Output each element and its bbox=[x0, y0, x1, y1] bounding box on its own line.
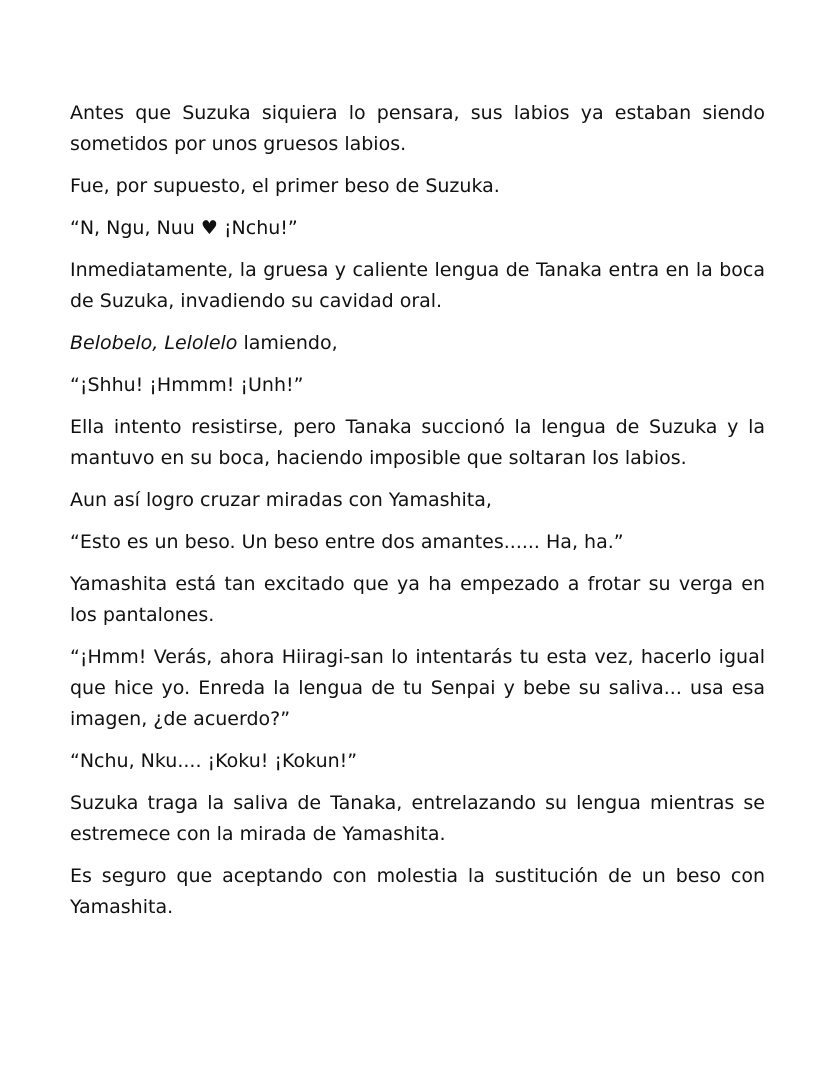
paragraph: Yamashita está tan excitado que ya ha empezado a frotar su verga en los pantalones. bbox=[70, 573, 765, 626]
document-body bbox=[70, 98, 765, 934]
dialogue-line: “N, Ngu, Nuu ♥ ¡Nchu!” bbox=[70, 217, 298, 239]
paragraph bbox=[70, 328, 765, 359]
dialogue-line: “Esto es un beso. Un beso entre dos amantes...... Ha, ha.” bbox=[70, 531, 624, 553]
paragraph: Ella intento resistirse, pero Tanaka succionó la lengua de Suzuka y la mantuvo en su boca, haciendo imposible que soltaran los labios. bbox=[70, 416, 765, 469]
paragraph: Suzuka traga la saliva de Tanaka, entrelazando su lengua mientras se estremece con la mirada de Yamashita. bbox=[70, 792, 765, 845]
onomatopoeia-italic: Belobelo, Lelolelo bbox=[70, 332, 238, 354]
paragraph: Es seguro que aceptando con molestia la sustitución de un beso con Yamashita. bbox=[70, 865, 765, 918]
paragraph: Fue, por supuesto, el primer beso de Suzuka. bbox=[70, 175, 500, 197]
paragraph-text: lamiendo, bbox=[237, 332, 338, 354]
dialogue-line: “¡Hmm! Verás, ahora Hiiragi-san lo intentarás tu esta vez, hacerlo igual que hice yo. Enreda la lengua de tu Senpai y bebe su saliva... usa esa imagen, ¿de acuerdo?” bbox=[70, 646, 765, 730]
paragraph: Aun así logro cruzar miradas con Yamashita, bbox=[70, 489, 492, 511]
paragraph: Antes que Suzuka siquiera lo pensara, sus labios ya estaban siendo sometidos por unos gruesos labios. bbox=[70, 102, 765, 155]
paragraph: Inmediatamente, la gruesa y caliente lengua de Tanaka entra en la boca de Suzuka, invadiendo su cavidad oral. bbox=[70, 259, 765, 312]
dialogue-line: “¡Shhu! ¡Hmmm! ¡Unh!” bbox=[70, 374, 304, 396]
dialogue-line: “Nchu, Nku.... ¡Koku! ¡Kokun!” bbox=[70, 750, 358, 772]
